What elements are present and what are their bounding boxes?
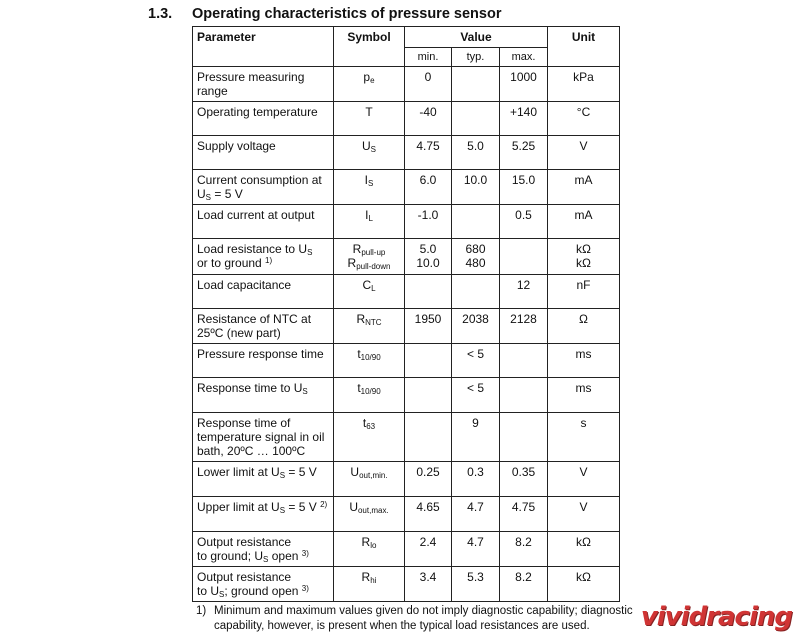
max-cell	[500, 378, 548, 413]
unit-cell: kPa	[548, 67, 620, 102]
table-row	[193, 567, 620, 602]
table-row	[193, 102, 620, 136]
watermark-logo: vividracing	[640, 602, 792, 632]
table-row	[193, 462, 620, 497]
typ-cell: 4.7	[452, 532, 500, 567]
unit-cell: s	[548, 413, 620, 462]
min-cell: -40	[405, 102, 452, 136]
max-cell	[500, 239, 548, 275]
param-cell: Current consumption at $U_S = 5$ V	[193, 170, 334, 205]
max-cell: 15.0	[500, 170, 548, 205]
subheader-min: min.	[405, 48, 452, 67]
param-cell: Lower limit at $U_S = 5$ V	[193, 462, 334, 497]
symbol-cell: $R_{NTC}$	[334, 309, 405, 344]
symbol-cell: $U_{out,min.}$	[334, 462, 405, 497]
max-cell: 1000	[500, 67, 548, 102]
typ-cell: 4.7	[452, 497, 500, 532]
typ-cell: < 5	[452, 344, 500, 378]
symbol-cell: $I_L$	[334, 205, 405, 239]
min-cell: -1.0	[405, 205, 452, 239]
max-cell: 0.5	[500, 205, 548, 239]
param-cell: Load resistance to $U_S$ or to ground $^{1)}$	[193, 239, 334, 275]
unit-cell: Ω	[548, 309, 620, 344]
table-row	[193, 67, 620, 102]
max-cell: 8.2	[500, 567, 548, 602]
max-cell: 12	[500, 275, 548, 309]
symbol-cell: $t_{63}$	[334, 413, 405, 462]
min-cell: 5.0 10.0	[405, 239, 452, 275]
min-cell: 6.0	[405, 170, 452, 205]
max-cell: 0.35	[500, 462, 548, 497]
unit-cell: mA	[548, 170, 620, 205]
min-cell: 0	[405, 67, 452, 102]
typ-cell: 9	[452, 413, 500, 462]
min-cell: 3.4	[405, 567, 452, 602]
param-cell: Pressure response time	[193, 344, 334, 378]
symbol-cell: $C_L$	[334, 275, 405, 309]
table-row	[193, 378, 620, 413]
min-cell	[405, 344, 452, 378]
typ-cell: 10.0	[452, 170, 500, 205]
header-parameter: Parameter	[193, 27, 334, 67]
param-cell: Operating temperature	[193, 102, 334, 136]
symbol-cell: $t_{10/90}$	[334, 378, 405, 413]
unit-cell: ms	[548, 344, 620, 378]
unit-cell: nF	[548, 275, 620, 309]
subheader-typ: typ.	[452, 48, 500, 67]
param-cell: Upper limit at $U_S = 5$ V $^{2)}$	[193, 497, 334, 532]
unit-cell: kΩ	[548, 567, 620, 602]
min-cell: 4.65	[405, 497, 452, 532]
table-row	[193, 532, 620, 567]
symbol-cell: T	[334, 102, 405, 136]
max-cell: 8.2	[500, 532, 548, 567]
table-row	[193, 136, 620, 170]
max-cell: +140	[500, 102, 548, 136]
header-symbol: Symbol	[334, 27, 405, 67]
typ-cell: < 5	[452, 378, 500, 413]
param-cell: Output resistance to ground; $U_S$ open $^{3)}$	[193, 532, 334, 567]
min-cell	[405, 413, 452, 462]
typ-cell: 680 480	[452, 239, 500, 275]
max-cell: 5.25	[500, 136, 548, 170]
min-cell	[405, 378, 452, 413]
section-title: Operating characteristics of pressure sensor	[192, 6, 502, 22]
min-cell: 2.4	[405, 532, 452, 567]
table-body	[193, 67, 620, 602]
unit-cell: °C	[548, 102, 620, 136]
symbol-cell: $U_{out,max.}$	[334, 497, 405, 532]
param-cell: Response time of temperature signal in oil bath, 20ºC … 100ºC	[193, 413, 334, 462]
section-number: 1.3.	[148, 6, 173, 22]
typ-cell	[452, 67, 500, 102]
header-row	[193, 27, 620, 48]
unit-cell: V	[548, 497, 620, 532]
spec-table	[192, 26, 620, 602]
footnote	[196, 604, 666, 634]
table-row	[193, 205, 620, 239]
table-row	[193, 497, 620, 532]
unit-cell: V	[548, 136, 620, 170]
symbol-cell: $t_{10/90}$	[334, 344, 405, 378]
param-cell: Response time to $U_S$	[193, 378, 334, 413]
max-cell	[500, 344, 548, 378]
param-cell: Load current at output	[193, 205, 334, 239]
table-row	[193, 344, 620, 378]
section-heading	[148, 6, 501, 22]
param-cell: Pressure measuring range	[193, 67, 334, 102]
table-row	[193, 413, 620, 462]
symbol-cell: $R_{lo}$	[334, 532, 405, 567]
min-cell	[405, 275, 452, 309]
header-unit: Unit	[548, 27, 620, 67]
max-cell	[500, 413, 548, 462]
typ-cell	[452, 275, 500, 309]
unit-cell: kΩ	[548, 532, 620, 567]
unit-cell: kΩ kΩ	[548, 239, 620, 275]
symbol-cell: $U_S$	[334, 136, 405, 170]
typ-cell	[452, 205, 500, 239]
symbol-cell: $I_S$	[334, 170, 405, 205]
table-row	[193, 275, 620, 309]
min-cell: 1950	[405, 309, 452, 344]
param-cell: Resistance of NTC at 25ºC (new part)	[193, 309, 334, 344]
param-cell: Load capacitance	[193, 275, 334, 309]
unit-cell: V	[548, 462, 620, 497]
typ-cell	[452, 102, 500, 136]
subheader-max: max.	[500, 48, 548, 67]
typ-cell: 5.3	[452, 567, 500, 602]
unit-cell: ms	[548, 378, 620, 413]
footnote-text: Minimum and maximum values given do not imply diagnostic capability; diagnostic capability, however, is present when the typical load resistances are used.	[214, 605, 633, 632]
unit-cell: mA	[548, 205, 620, 239]
table-row	[193, 239, 620, 275]
max-cell: 2128	[500, 309, 548, 344]
typ-cell: 0.3	[452, 462, 500, 497]
table-row	[193, 170, 620, 205]
param-cell: Output resistance to $U_S$; ground open $^{3)}$	[193, 567, 334, 602]
header-value: Value	[405, 27, 548, 48]
footnote-marker: 1)	[196, 605, 207, 617]
symbol-cell: $R_{hi}$	[334, 567, 405, 602]
typ-cell: 2038	[452, 309, 500, 344]
table-row	[193, 309, 620, 344]
max-cell: 4.75	[500, 497, 548, 532]
typ-cell: 5.0	[452, 136, 500, 170]
symbol-cell: $R_{pull-up}$ $R_{pull-down}$	[334, 239, 405, 275]
param-cell: Supply voltage	[193, 136, 334, 170]
symbol-cell: $p_e$	[334, 67, 405, 102]
min-cell: 0.25	[405, 462, 452, 497]
min-cell: 4.75	[405, 136, 452, 170]
